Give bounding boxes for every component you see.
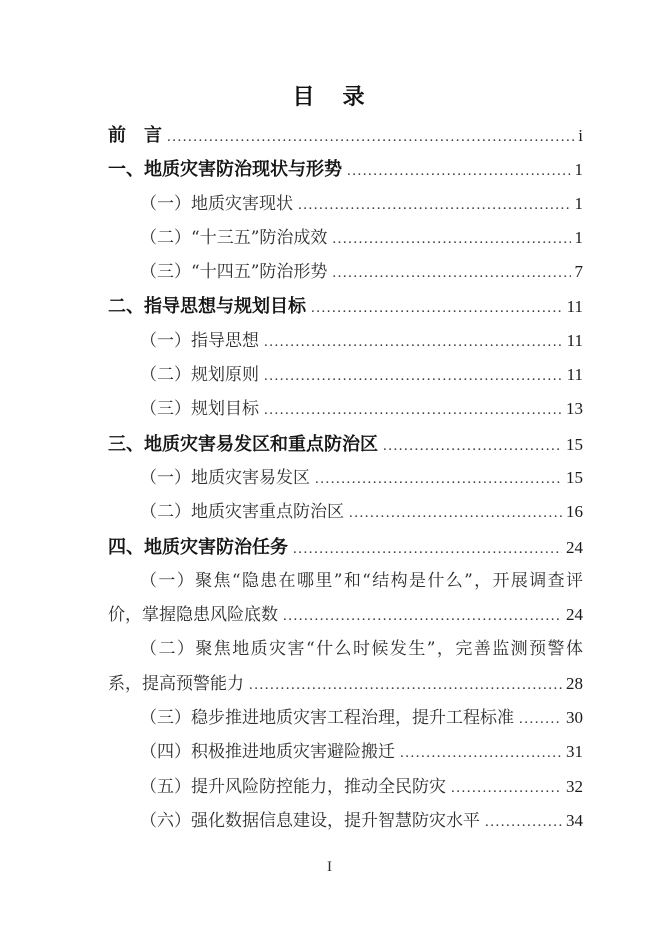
dot-leader xyxy=(315,462,562,495)
toc-entry-label: （二）规划原则 xyxy=(140,365,259,386)
toc-entry-4-1-line2 xyxy=(108,598,583,632)
dot-leader xyxy=(349,496,562,529)
toc-entry-label: 前 言 xyxy=(108,125,162,145)
toc-entry-4-1-line1 xyxy=(108,564,583,598)
toc-entry-page: 24 xyxy=(566,537,583,557)
toc-entry-label: （五）提升风险防控能力，推动全民防灾 xyxy=(140,776,446,797)
dot-leader xyxy=(519,702,562,735)
toc-entry-page: 11 xyxy=(566,365,583,385)
toc-entry-label: （二）地质灾害重点防治区 xyxy=(140,502,344,523)
toc-entry-label: （二）“十三五”防治成效 xyxy=(140,227,328,248)
dot-leader xyxy=(485,805,562,838)
toc-entry-page: 11 xyxy=(566,330,583,350)
dot-leader xyxy=(383,429,562,461)
toc-entry-4-4 xyxy=(108,735,583,769)
toc-entry-page: 32 xyxy=(566,776,583,796)
toc-entry-4-6 xyxy=(108,804,583,838)
toc-entry-label: （三）稳步推进地质灾害工程治理，提升工程标准 xyxy=(140,708,514,729)
toc-entry-label: （四）积极推进地质灾害避险搬迁 xyxy=(140,742,395,763)
dot-leader xyxy=(332,222,570,255)
toc-entry-page: 7 xyxy=(574,262,583,282)
toc-entry-3-1 xyxy=(108,461,583,495)
toc-title: 目 录 xyxy=(292,84,368,109)
toc-entry-section-1 xyxy=(108,152,583,186)
toc-entry-label: 系，提高预警能力 xyxy=(108,673,244,694)
toc-entry-page: 13 xyxy=(566,399,583,419)
toc-entry-section-2 xyxy=(108,289,583,323)
toc-entry-2-1 xyxy=(108,324,583,358)
toc-entry-section-4 xyxy=(108,530,583,564)
toc-entry-page: 30 xyxy=(566,708,583,728)
toc-list xyxy=(108,118,583,838)
dot-leader xyxy=(400,736,562,769)
toc-entry-page: 1 xyxy=(574,193,583,213)
toc-entry-4-3 xyxy=(108,701,583,735)
toc-entry-3-2 xyxy=(108,495,583,529)
toc-entry-page: 24 xyxy=(566,605,583,625)
toc-entry-4-2-line1 xyxy=(108,632,583,666)
dot-leader xyxy=(332,256,570,289)
toc-entry-4-5 xyxy=(108,770,583,804)
toc-entry-page: 34 xyxy=(566,810,583,830)
toc-entry-page: 15 xyxy=(566,434,583,454)
toc-entry-page: 28 xyxy=(566,673,583,693)
toc-entry-label: （一）指导思想 xyxy=(140,330,259,351)
toc-entry-page: 1 xyxy=(574,227,583,247)
toc-entry-label: 价，掌握隐患风险底数 xyxy=(108,605,278,626)
toc-entry-1-1 xyxy=(108,187,583,221)
toc-entry-1-3 xyxy=(108,255,583,289)
toc-entry-page: 15 xyxy=(566,467,583,487)
dot-leader xyxy=(283,599,562,632)
toc-entry-label: 四、地质灾害防治任务 xyxy=(108,536,288,557)
dot-leader xyxy=(264,359,563,392)
toc-entry-1-2 xyxy=(108,221,583,255)
footer-page-number: I xyxy=(327,859,333,875)
toc-entry-page: 11 xyxy=(566,297,583,317)
toc-entry-label: 二、指导思想与规划目标 xyxy=(108,296,306,317)
toc-entry-label: （六）强化数据信息建设，提升智慧防灾水平 xyxy=(140,810,480,831)
toc-entry-label: （一）地质灾害现状 xyxy=(140,193,293,214)
dot-leader xyxy=(451,771,562,804)
toc-entry-label: 一、地质灾害防治现状与形势 xyxy=(108,159,342,180)
toc-entry-page: 1 xyxy=(574,160,583,180)
dot-leader xyxy=(264,325,563,358)
toc-entry-2-3 xyxy=(108,392,583,426)
dot-leader xyxy=(293,532,562,564)
toc-entry-foreword xyxy=(108,118,583,152)
toc-entry-2-2 xyxy=(108,358,583,392)
toc-entry-label: （一）聚焦“隐患在哪里”和“结构是什么”，开展调查评 xyxy=(140,570,583,591)
toc-entry-page: 16 xyxy=(566,502,583,522)
dot-leader xyxy=(298,188,571,221)
toc-entry-page: i xyxy=(578,126,583,145)
toc-entry-label: 三、地质灾害易发区和重点防治区 xyxy=(108,433,378,454)
toc-entry-label: （二）聚焦地质灾害“什么时候发生”，完善监测预警体 xyxy=(140,639,583,660)
dot-leader xyxy=(347,154,571,186)
dot-leader xyxy=(264,393,562,426)
dot-leader xyxy=(311,291,563,323)
toc-entry-page: 31 xyxy=(566,742,583,762)
dot-leader xyxy=(249,668,562,701)
toc-entry-label: （三）“十四五”防治形势 xyxy=(140,262,328,283)
toc-entry-label: （三）规划目标 xyxy=(140,399,259,420)
dot-leader xyxy=(167,120,574,152)
toc-entry-4-2-line2 xyxy=(108,667,583,701)
toc-entry-label: （一）地质灾害易发区 xyxy=(140,467,310,488)
toc-entry-section-3 xyxy=(108,427,583,461)
